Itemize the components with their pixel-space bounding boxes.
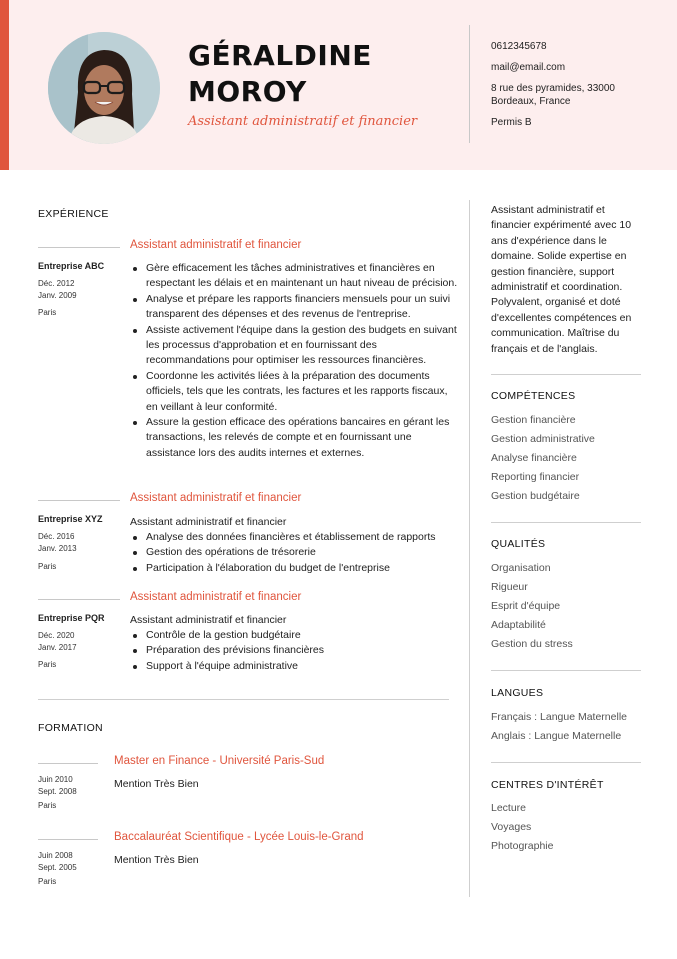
- list-item: Participation à l'élaboration du budget de l'entreprise: [146, 561, 458, 576]
- accent-bar: [0, 0, 9, 170]
- experience-company: Entreprise XYZ: [38, 514, 103, 524]
- section-divider: [38, 699, 449, 700]
- list-item: Analyse et prépare les rapports financiers mensuels pour un suivi transparent des dépenses et des revenus de l'entreprise.: [146, 292, 458, 323]
- list-item: Préparation des prévisions financières: [146, 643, 458, 658]
- experience-position: Assistant administratif et financier: [130, 591, 302, 603]
- experience-dates: [38, 531, 77, 555]
- address-line2: Bordeaux, France: [491, 96, 571, 107]
- entry-rule: [38, 599, 120, 600]
- education-dates: [38, 850, 77, 874]
- experience-bullets: [146, 530, 458, 576]
- section-divider: [491, 670, 641, 671]
- experience-company: Entreprise ABC: [38, 261, 105, 271]
- section-divider: [491, 374, 641, 375]
- education-end: Juin 2010: [38, 775, 73, 784]
- education-degree: Master en Finance - Université Paris-Sud: [114, 755, 325, 767]
- candidate-name: [188, 38, 372, 110]
- entry-rule: [38, 839, 98, 840]
- list-item: Support à l'équipe administrative: [146, 659, 458, 674]
- list-item: Adaptabilité: [491, 619, 546, 631]
- experience-city: Paris: [38, 562, 57, 571]
- list-item: Voyages: [491, 821, 532, 833]
- interests-list: [491, 799, 661, 856]
- list-item: Gestion administrative: [491, 433, 595, 445]
- experience-position: Assistant administratif et financier: [130, 492, 302, 504]
- profile-photo-icon: [48, 32, 160, 144]
- phone: 0612345678: [491, 41, 547, 52]
- list-item: Esprit d'équipe: [491, 600, 561, 612]
- experience-subtitle: Assistant administratif et financier: [130, 614, 287, 626]
- experience-bullets: [146, 628, 458, 674]
- education-city: Paris: [38, 877, 57, 886]
- qualities-list: [491, 559, 661, 654]
- entry-rule: [38, 500, 120, 501]
- experience-bullets: [146, 261, 458, 461]
- header-divider: [469, 25, 470, 143]
- experience-start: Janv. 2013: [38, 544, 77, 553]
- list-item: Gère efficacement les tâches administratives et financières en respectant les délais et en maintenant un haut niveau de précision.: [146, 261, 458, 292]
- name-last: MOROY: [188, 75, 307, 108]
- education-degree: Baccalauréat Scientifique - Lycée Louis-le-Grand: [114, 831, 364, 843]
- skills-list: [491, 411, 661, 506]
- experience-start: Janv. 2009: [38, 291, 77, 300]
- list-item: Assiste activement l'équipe dans la gestion des budgets en suivant les processus d'approbation et en fournissant des recommandations pour optimiser les ressources financières.: [146, 323, 458, 369]
- education-dates: [38, 774, 77, 798]
- experience-dates: [38, 278, 77, 302]
- list-item: Gestion des opérations de trésorerie: [146, 545, 458, 560]
- experience-end: Déc. 2020: [38, 631, 75, 640]
- email: mail@email.com: [491, 62, 566, 73]
- list-item: Reporting financier: [491, 471, 580, 483]
- experience-subtitle: Assistant administratif et financier: [130, 516, 287, 528]
- contact-block: [491, 40, 661, 137]
- education-start: Sept. 2008: [38, 787, 77, 796]
- job-title: Assistant administratif et financier: [188, 114, 418, 129]
- address-line1: 8 rue des pyramides, 33000: [491, 83, 615, 94]
- education-note: Mention Très Bien: [114, 854, 199, 866]
- experience-city: Paris: [38, 660, 57, 669]
- address: [491, 82, 661, 108]
- experience-dates: [38, 630, 77, 654]
- list-item: Français : Langue Maternelle: [491, 711, 627, 723]
- list-item: Anglais : Langue Maternelle: [491, 730, 622, 742]
- entry-rule: [38, 763, 98, 764]
- languages-list: [491, 708, 661, 746]
- section-title-experience: EXPÉRIENCE: [38, 208, 109, 220]
- list-item: Contrôle de la gestion budgétaire: [146, 628, 458, 643]
- experience-start: Janv. 2017: [38, 643, 77, 652]
- experience-company: Entreprise PQR: [38, 613, 105, 623]
- list-item: Rigueur: [491, 581, 528, 593]
- section-title-interests: CENTRES D'INTÉRÊT: [491, 779, 604, 791]
- avatar: [48, 32, 160, 144]
- section-divider: [491, 762, 641, 763]
- list-item: Analyse des données financières et établissement de rapports: [146, 530, 458, 545]
- list-item: Gestion financière: [491, 414, 576, 426]
- list-item: Gestion budgétaire: [491, 490, 580, 502]
- entry-rule: [38, 247, 120, 248]
- list-item: Photographie: [491, 840, 554, 852]
- experience-city: Paris: [38, 308, 57, 317]
- list-item: Coordonne les activités liées à la préparation des documents officiels, tels que les contrats, les factures et les rapports fiscaux, en veillant à leur conformité.: [146, 369, 458, 415]
- column-divider: [469, 200, 470, 897]
- section-title-skills: COMPÉTENCES: [491, 390, 576, 402]
- list-item: Gestion du stress: [491, 638, 573, 650]
- section-title-education: FORMATION: [38, 722, 103, 734]
- name-first: GÉRALDINE: [188, 39, 372, 72]
- section-title-qualities: QUALITÉS: [491, 538, 546, 550]
- experience-position: Assistant administratif et financier: [130, 239, 302, 251]
- education-start: Sept. 2005: [38, 863, 77, 872]
- section-title-languages: LANGUES: [491, 687, 544, 699]
- education-city: Paris: [38, 801, 57, 810]
- experience-end: Déc. 2012: [38, 279, 75, 288]
- profile-summary: Assistant administratif et financier expérimenté avec 10 ans d'expérience dans le domaine. Solide expertise en gestion financière, support administratif et coordination. Polyvalent, organisé et doté d'excellentes compétences en communication. Maîtrise du français et de l'anglais.: [491, 204, 632, 355]
- experience-end: Déc. 2016: [38, 532, 75, 541]
- education-note: Mention Très Bien: [114, 778, 199, 790]
- section-divider: [491, 522, 641, 523]
- list-item: Organisation: [491, 562, 551, 574]
- list-item: Analyse financière: [491, 452, 577, 464]
- driving-license: Permis B: [491, 117, 532, 128]
- list-item: Lecture: [491, 802, 527, 814]
- list-item: Assure la gestion efficace des opérations bancaires en gérant les transactions, les relevés de compte et en fournissant une assistance lors des audits internes et externes.: [146, 415, 458, 461]
- education-end: Juin 2008: [38, 851, 73, 860]
